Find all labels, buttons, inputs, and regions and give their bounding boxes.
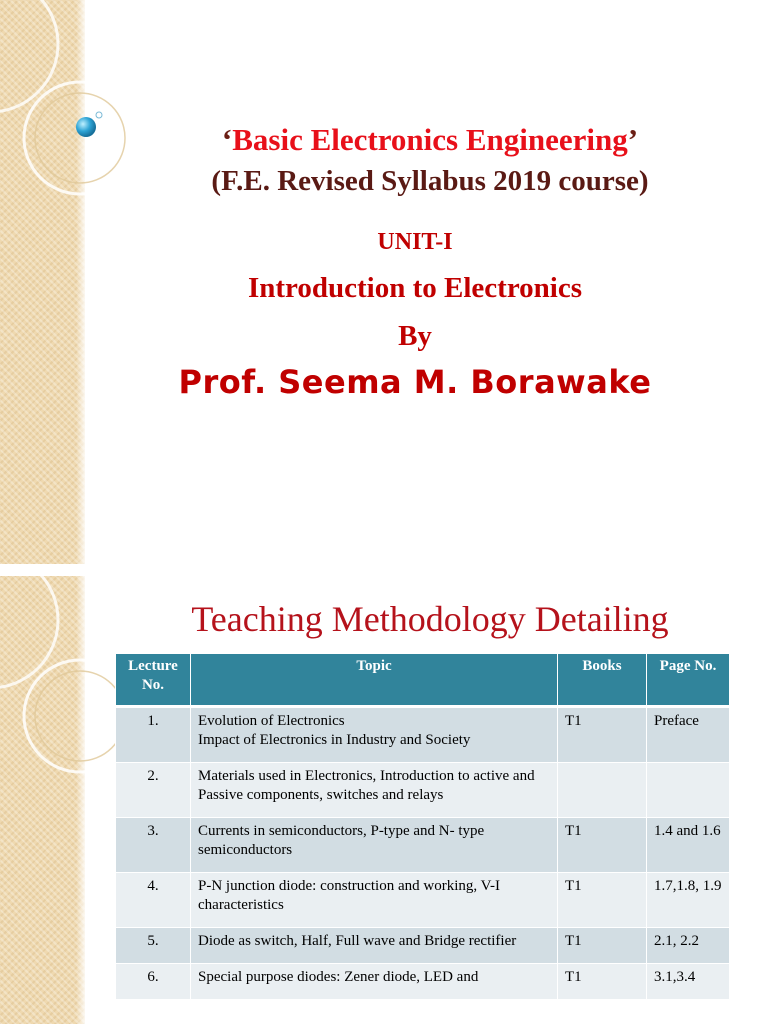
lecture-no: 6. [116,964,191,1000]
page-no: Preface [647,707,730,763]
header-lecture-no: Lecture No. [116,654,191,707]
slide-title: Teaching Methodology Detailing [191,599,669,639]
lecture-no: 5. [116,928,191,964]
author-name: Prof. Seema M. Borawake [178,363,652,401]
table-row [116,818,730,873]
decorative-side-strip [0,576,85,1024]
header-page-no: Page No. [647,654,730,707]
unit-label: UNIT-I [377,229,453,255]
lecture-no: 4. [116,873,191,928]
topic: Diode as switch, Half, Full wave and Bridge rectifier [191,928,558,964]
page-no: 1.4 and 1.6 [647,818,730,873]
course-subtitle: (F.E. Revised Syllabus 2019 course) [211,165,649,197]
table-row [116,763,730,818]
books: T1 [558,873,647,928]
topic: Evolution of Electronics Impact of Electronics in Industry and Society [191,707,558,763]
books [558,763,647,818]
lecture-no: 2. [116,763,191,818]
table-row [116,928,730,964]
books: T1 [558,964,647,1000]
page-no: 3.1,3.4 [647,964,730,1000]
table-header-row [116,654,730,707]
lecture-plan-table [115,653,730,1000]
topic: Currents in semiconductors, P-type and N- type semiconductors [191,818,558,873]
books: T1 [558,928,647,964]
books: T1 [558,818,647,873]
page-no [647,763,730,818]
course-title: ‘Basic Electronics Engineering’ [221,122,639,157]
page-no: 2.1, 2.2 [647,928,730,964]
books: T1 [558,707,647,763]
table-row [116,964,730,1000]
header-books: Books [558,654,647,707]
lecture-no: 3. [116,818,191,873]
topic: P-N junction diode: construction and working, V-I characteristics [191,873,558,928]
by-label: By [398,320,432,352]
unit-title: Introduction to Electronics [247,272,583,304]
header-topic: Topic [191,654,558,707]
lecture-no: 1. [116,707,191,763]
decorative-side-strip [0,0,85,564]
methodology-slide [0,576,768,1024]
topic: Special purpose diodes: Zener diode, LED and [191,964,558,1000]
table-row [116,873,730,928]
page-no: 1.7,1.8, 1.9 [647,873,730,928]
table-row [116,707,730,763]
topic: Materials used in Electronics, Introduction to active and Passive components, switches and relays [191,763,558,818]
